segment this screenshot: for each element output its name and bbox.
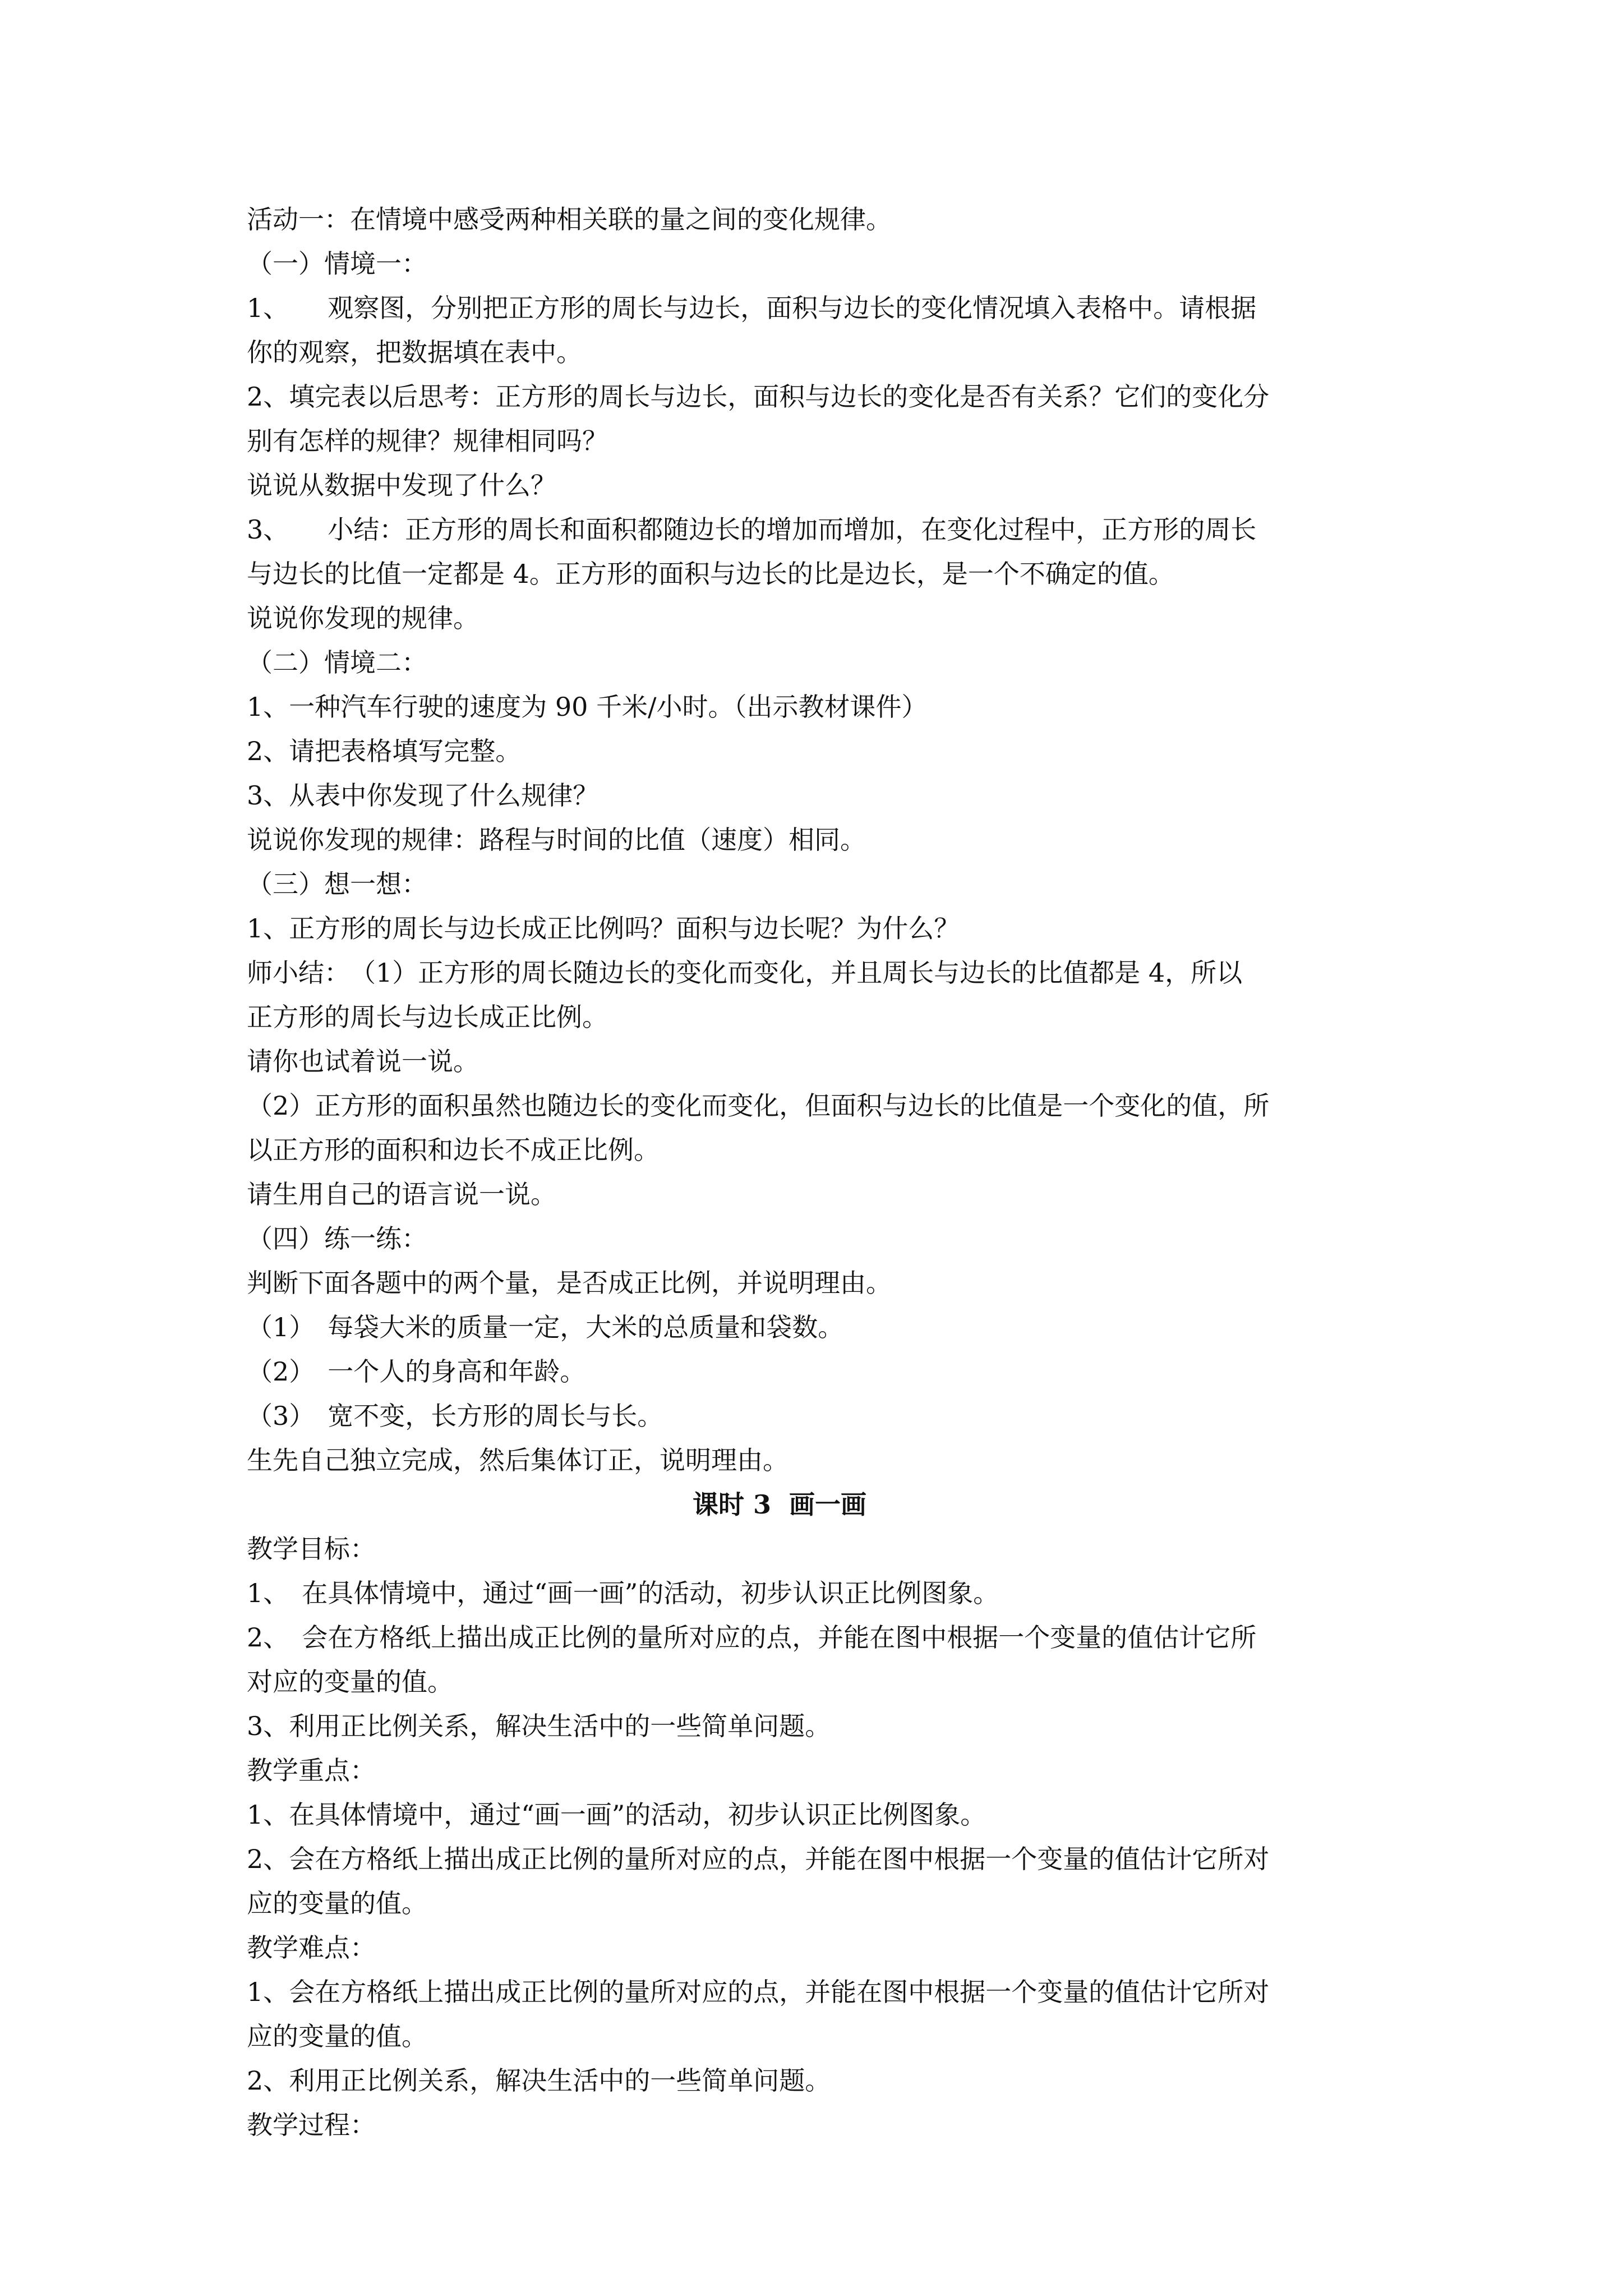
paragraph-line: 正方形的周长与边长成正比例。	[247, 1002, 608, 1032]
paragraph-line: 说说从数据中发现了什么？	[247, 470, 556, 500]
paragraph-line: 别有怎样的规律？规律相同吗？	[247, 426, 608, 456]
paragraph-line: 2、填完表以后思考：正方形的周长与边长，面积与边长的变化是否有关系？它们的变化分	[247, 381, 1270, 412]
paragraph-line: 你的观察，把数据填在表中。	[247, 337, 582, 367]
lesson-title: 课时 3 画一画	[692, 1489, 867, 1520]
practice-heading: （四）练一练：	[247, 1223, 427, 1254]
paragraph-line: 2、请把表格填写完整。	[247, 736, 522, 766]
objectives-heading: 教学目标：	[247, 1534, 376, 1564]
paragraph-line: 1、 在具体情境中，通过“画一画”的活动，初步认识正比例图象。	[247, 1578, 999, 1608]
paragraph-line: 应的变量的值。	[247, 1888, 427, 1918]
exercise-item: （1） 每袋大米的质量一定，大米的总质量和袋数。	[247, 1312, 844, 1342]
paragraph-line: 2、利用正比例关系，解决生活中的一些简单问题。	[247, 2065, 831, 2096]
paragraph-line: 3、从表中你发现了什么规律？	[247, 780, 599, 811]
paragraph-line: 请你也试着说一说。	[247, 1046, 479, 1076]
paragraph-line: 1、 观察图，分别把正方形的周长与边长，面积与边长的变化情况填入表格中。请根据	[247, 293, 1257, 323]
paragraph-line: 3、 小结：正方形的周长和面积都随边长的增加而增加，在变化过程中，正方形的周长	[247, 514, 1257, 545]
paragraph-line: 2、 会在方格纸上描出成正比例的量所对应的点，并能在图中根据一个变量的值估计它所	[247, 1622, 1257, 1653]
paragraph-line: 说说你发现的规律：路程与时间的比值（速度）相同。	[247, 825, 866, 855]
paragraph-line: 以正方形的面积和边长不成正比例。	[247, 1135, 660, 1165]
think-heading: （三）想一想：	[247, 869, 427, 899]
paragraph-line: 应的变量的值。	[247, 2021, 427, 2051]
exercise-item: （2） 一个人的身高和年龄。	[247, 1356, 586, 1387]
paragraph-line: 1、会在方格纸上描出成正比例的量所对应的点，并能在图中根据一个变量的值估计它所对	[247, 1977, 1270, 2007]
paragraph-line: 3、利用正比例关系，解决生活中的一些简单问题。	[247, 1711, 831, 1741]
paragraph-line: 1、一种汽车行驶的速度为 90 千米/小时。（出示教材课件）	[247, 692, 928, 722]
document-body	[247, 197, 1391, 2147]
paragraph-line: 师小结： （1）正方形的周长随边长的变化而变化，并且周长与边长的比值都是 4，所以	[247, 958, 1243, 988]
paragraph-line: （2）正方形的面积虽然也随边长的变化而变化，但面积与边长的比值是一个变化的值，所	[247, 1091, 1270, 1121]
paragraph-line: 说说你发现的规律。	[247, 603, 479, 633]
scenario-1-heading: （一）情境一：	[247, 249, 427, 279]
paragraph-line: 1、正方形的周长与边长成正比例吗？面积与边长呢？为什么？	[247, 913, 960, 944]
difficulties-heading: 教学难点：	[247, 1932, 376, 1963]
exercise-item: （3） 宽不变，长方形的周长与长。	[247, 1401, 663, 1431]
paragraph-line: 2、会在方格纸上描出成正比例的量所对应的点，并能在图中根据一个变量的值估计它所对	[247, 1844, 1270, 1874]
paragraph-line: 生先自己独立完成，然后集体订正，说明理由。	[247, 1445, 789, 1475]
paragraph-line: 请生用自己的语言说一说。	[247, 1179, 556, 1209]
paragraph-line: 1、在具体情境中，通过“画一画”的活动，初步认识正比例图象。	[247, 1800, 986, 1830]
paragraph-line: 与边长的比值一定都是 4。正方形的面积与边长的比是边长，是一个不确定的值。	[247, 559, 1174, 589]
activity-heading: 活动一：在情境中感受两种相关联的量之间的变化规律。	[247, 204, 892, 234]
process-heading: 教学过程：	[247, 2110, 376, 2140]
key-points-heading: 教学重点：	[247, 1755, 376, 1786]
paragraph-line: 判断下面各题中的两个量，是否成正比例，并说明理由。	[247, 1268, 892, 1298]
paragraph-line: 对应的变量的值。	[247, 1667, 453, 1697]
scenario-2-heading: （二）情境二：	[247, 647, 427, 678]
